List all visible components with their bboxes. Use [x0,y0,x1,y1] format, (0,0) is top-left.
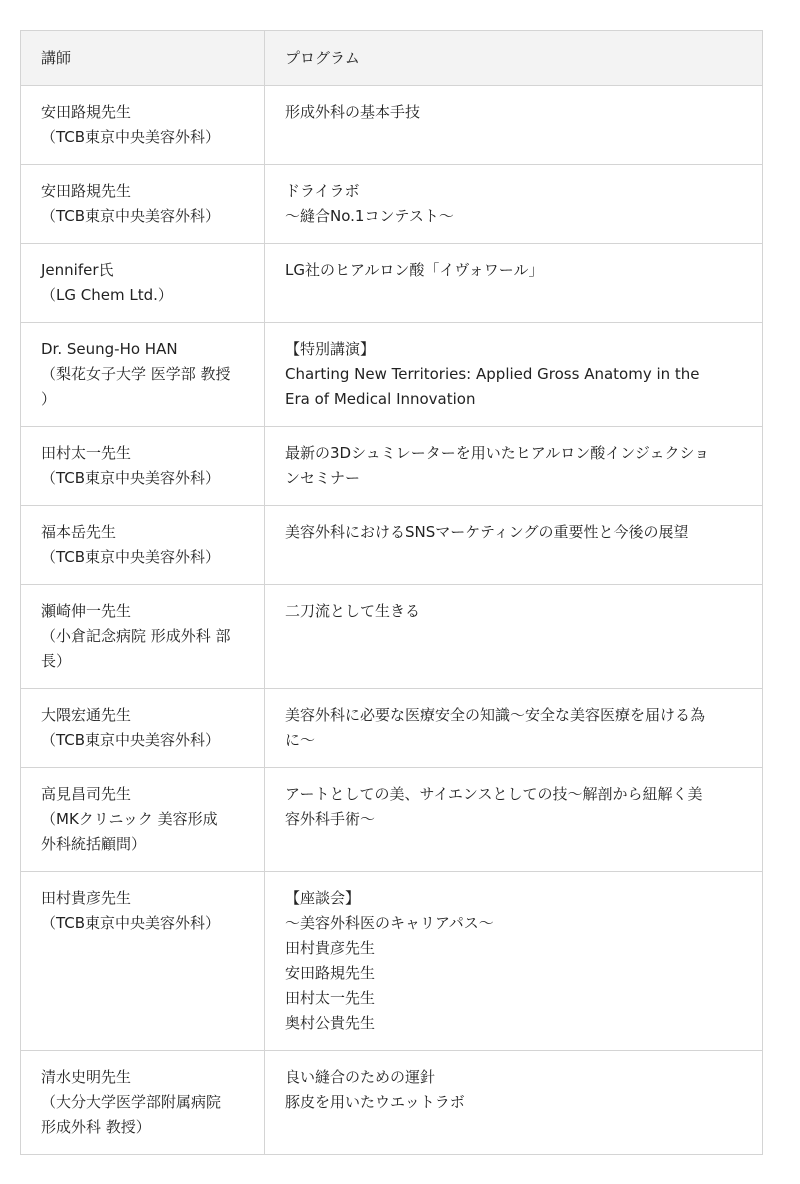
lecturer-line: 田村太一先生 [41,444,132,462]
program-line: 豚皮を用いたウエットラボ [285,1093,465,1111]
table-row [21,427,763,506]
program-line: 【座談会】 [285,889,361,907]
program-cell [265,506,763,585]
lecture-schedule [20,30,762,1155]
program-cell [265,427,763,506]
lecturer-line: （小倉記念病院 形成外科 部 [41,627,231,645]
lecturer-line: 田村貴彦先生 [41,889,132,907]
lecturer-line: 安田路規先生 [41,182,132,200]
table-row [21,165,763,244]
lecturer-cell [21,1051,265,1155]
lecturer-line: （TCB東京中央美容外科） [41,207,221,225]
lecturer-line: 大隈宏通先生 [41,706,132,724]
lecturer-line: ） [41,390,57,408]
lecturer-line: 清水史明先生 [41,1068,132,1086]
program-line: ンセミナー [285,469,361,487]
program-line: ドライラボ [285,182,360,200]
program-line: 最新の3Dシュミレーターを用いたヒアルロン酸インジェクショ [285,444,710,462]
program-line: 美容外科に必要な医療安全の知識〜安全な美容医療を届ける為 [285,706,706,724]
lecturer-line: 瀬崎伸一先生 [41,602,132,620]
program-line: アートとしての美、サイエンスとしての技〜解剖から紐解く美 [285,785,703,803]
program-line: 奥村公貴先生 [285,1014,376,1032]
program-line: LG社のヒアルロン酸「イヴォワール」 [285,261,544,279]
lecturer-line: （TCB東京中央美容外科） [41,469,221,487]
lecturer-line: 高見昌司先生 [41,785,132,803]
table-row [21,244,763,323]
lecturer-line: 福本岳先生 [41,523,117,541]
lecturer-cell [21,689,265,768]
program-line: 〜美容外科医のキャリアパス〜 [285,914,494,932]
program-cell [265,872,763,1051]
table-row [21,689,763,768]
lecturer-line: （TCB東京中央美容外科） [41,914,221,932]
table-header-row [21,31,763,86]
header-program: プログラム [265,31,763,86]
program-line: 良い縫合のための運針 [285,1068,436,1086]
lecturer-line: 外科統括顧問） [41,835,147,853]
program-cell [265,768,763,872]
lecturer-line: 形成外科 教授） [41,1118,151,1136]
program-line: 安田路規先生 [285,964,376,982]
program-line: 形成外科の基本手技 [285,103,421,121]
lecturer-line: （TCB東京中央美容外科） [41,731,221,749]
program-line: 田村太一先生 [285,989,376,1007]
lecturer-cell [21,506,265,585]
program-line: 田村貴彦先生 [285,939,376,957]
lecturer-line: （TCB東京中央美容外科） [41,128,221,146]
program-cell [265,1051,763,1155]
program-line: 美容外科におけるSNSマーケティングの重要性と今後の展望 [285,523,689,541]
lecturer-line: （大分大学医学部附属病院 [41,1093,222,1111]
program-line: 〜縫合No.1コンテスト〜 [285,207,454,225]
program-cell [265,689,763,768]
header-lecturer: 講師 [21,31,265,86]
program-line: に〜 [285,731,316,749]
program-line: 【特別講演】 [285,340,376,358]
program-line: Era of Medical Innovation [285,390,476,408]
table-row [21,872,763,1051]
table-row [21,86,763,165]
table-row [21,768,763,872]
program-cell [265,86,763,165]
lecturer-cell [21,86,265,165]
program-cell [265,323,763,427]
lecturer-line: （MKクリニック 美容形成 [41,810,218,828]
program-line: Charting New Territories: Applied Gross Anatomy in the [285,365,700,383]
lecturer-cell [21,427,265,506]
lecturer-cell [21,768,265,872]
lecturer-line: Jennifer氏 [41,261,114,279]
lecture-table [20,30,763,1155]
lecturer-line: 安田路規先生 [41,103,132,121]
program-line: 容外科手術〜 [285,810,376,828]
table-row [21,323,763,427]
lecturer-cell [21,244,265,323]
lecturer-cell [21,323,265,427]
lecturer-line: 長） [41,652,72,670]
program-cell [265,244,763,323]
lecturer-line: （TCB東京中央美容外科） [41,548,221,566]
lecturer-cell [21,872,265,1051]
lecturer-line: （梨花女子大学 医学部 教授 [41,365,231,383]
lecturer-line: Dr. Seung-Ho HAN [41,340,178,358]
table-row [21,506,763,585]
lecturer-line: （LG Chem Ltd.） [41,286,173,304]
program-line: 二刀流として生きる [285,602,421,620]
lecturer-cell [21,165,265,244]
program-cell [265,585,763,689]
program-cell [265,165,763,244]
table-row [21,1051,763,1155]
lecturer-cell [21,585,265,689]
table-body [21,86,763,1155]
table-row [21,585,763,689]
